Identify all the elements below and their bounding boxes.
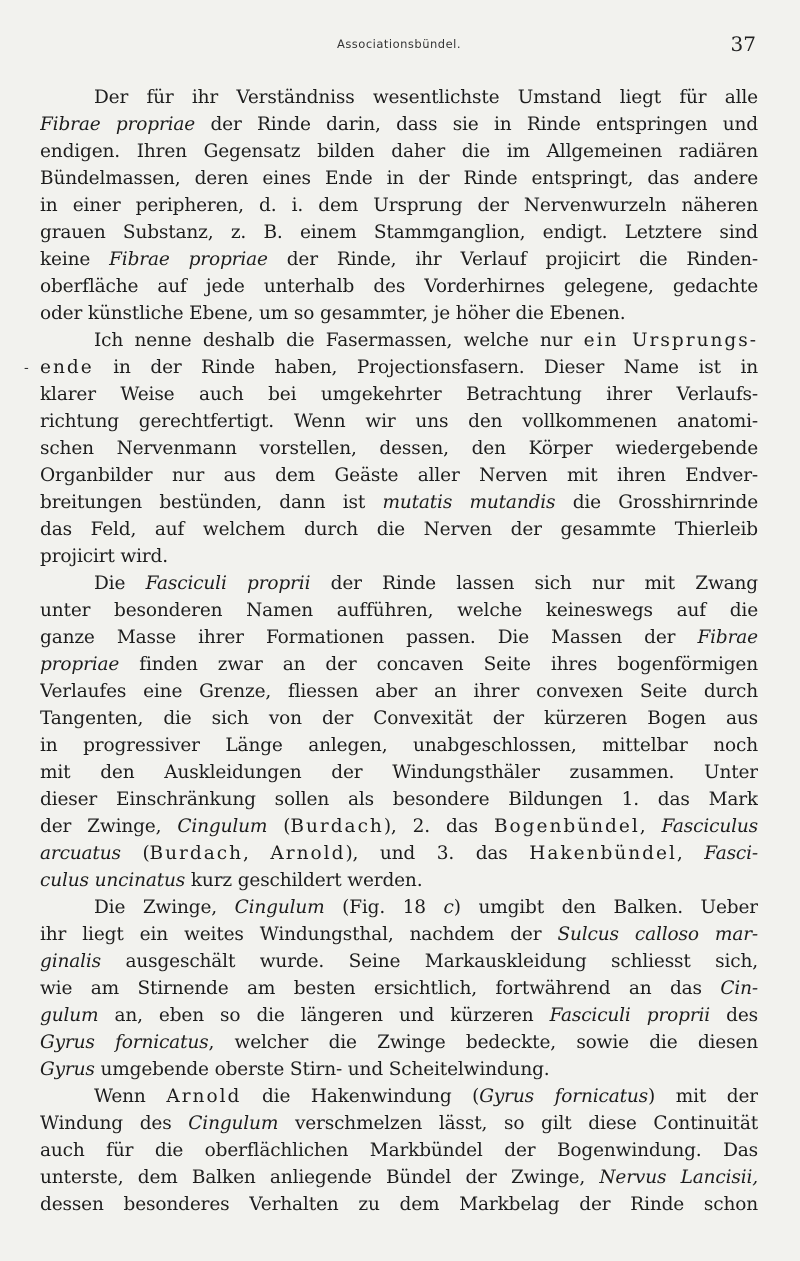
- italic-term: gulum: [40, 1005, 99, 1026]
- text-line: [40, 354, 758, 381]
- text-run: ,: [243, 843, 271, 864]
- text-run: keine: [40, 249, 110, 270]
- text-line: [40, 1110, 758, 1137]
- text-line: [40, 1137, 758, 1164]
- spaced-name: ein Ursprungs-: [583, 330, 758, 351]
- text-line: [40, 300, 758, 327]
- italic-term: Fibrae: [697, 627, 758, 648]
- text-run: in einer peripheren, d. i. dem Ursprung der Nervenwurzeln näheren: [40, 195, 758, 216]
- text-line: [40, 894, 758, 921]
- italic-term: mutatis mutandis: [382, 492, 556, 513]
- text-line: [40, 273, 758, 300]
- text-run: finden zwar an der concaven Seite ihres bogenförmigen: [119, 654, 758, 675]
- running-head: [40, 34, 758, 58]
- text-line: [40, 192, 758, 219]
- italic-term: Cin-: [720, 978, 758, 999]
- italic-term: Sulcus calloso mar-: [557, 924, 758, 945]
- text-run: mit den Auskleidungen der Windungsthäler zusammen. Unter: [40, 762, 758, 783]
- italic-term: Fasci-: [704, 843, 758, 864]
- text-line: [40, 516, 758, 543]
- text-run: dieser Einschränkung sollen als besondere Bildungen 1. das Mark: [40, 789, 758, 810]
- text-line: [40, 840, 758, 867]
- text-run: ganze Masse ihrer Formationen passen. Die Massen der: [40, 627, 698, 648]
- text-run: schen Nervenmann vorstellen, dessen, den Körper wiedergebende: [40, 438, 758, 459]
- spaced-name: Hakenbündel: [529, 843, 677, 864]
- text-run: die Grosshirnrinde: [555, 492, 758, 513]
- text-run: der Rinde lassen sich nur mit Zwang: [310, 573, 758, 594]
- text-run: das Feld, auf welchem durch die Nerven der gesammte Thierleib: [40, 519, 758, 540]
- italic-term: Cingulum: [188, 1113, 279, 1134]
- text-line: [40, 705, 758, 732]
- text-run: an, eben so die längeren und kürzeren: [98, 1005, 550, 1026]
- text-run: dessen besonderes Verhalten zu dem Markbelag der Rinde schon: [40, 1194, 758, 1215]
- text-run: oberfläche auf jede unterhalb des Vorderhirnes gelegene, gedachte: [40, 276, 758, 297]
- italic-term: Fibrae propriae: [40, 114, 196, 135]
- text-line: [40, 732, 758, 759]
- text-run: klarer Weise auch bei umgekehrter Betrachtung ihrer Verlaufs-: [40, 384, 758, 405]
- text-run: ) mit der: [648, 1086, 758, 1107]
- text-line: [40, 1083, 758, 1110]
- italic-term: ginalis: [40, 951, 101, 972]
- text-line: [40, 165, 758, 192]
- text-run: Bündelmassen, deren eines Ende in der Rinde entspringt, das andere: [40, 168, 758, 189]
- text-run: Windung des: [40, 1113, 189, 1134]
- text-line: [40, 570, 758, 597]
- text-run: der Zwinge,: [40, 816, 178, 837]
- text-line: [40, 246, 758, 273]
- text-run: ,: [639, 816, 662, 837]
- text-line: [40, 138, 758, 165]
- text-run: Wenn: [94, 1086, 167, 1107]
- text-run: Die Zwinge,: [94, 897, 235, 918]
- italic-term: propriae: [40, 654, 120, 675]
- text-run: der Rinde, ihr Verlauf projicirt die Rinden-: [267, 249, 758, 270]
- text-line: [40, 786, 758, 813]
- italic-term: Nervus Lancisii,: [599, 1167, 758, 1188]
- spaced-name: Burdach: [149, 843, 244, 864]
- text-run: (: [267, 816, 291, 837]
- running-title: Associationsbündel.: [336, 37, 462, 51]
- text-run: in progressiver Länge anlegen, unabgeschlossen, mittelbar noch: [40, 735, 758, 756]
- page-number: 37: [730, 32, 756, 56]
- italic-term: culus uncinatus: [40, 870, 186, 891]
- text-line: [40, 1191, 758, 1218]
- text-run: richtung gerechtfertigt. Wenn wir uns den vollkommenen anatomi-: [40, 411, 758, 432]
- spaced-name: Arnold: [166, 1086, 242, 1107]
- text-run: endigen. Ihren Gegensatz bilden daher die im Allgemeinen radiären: [40, 141, 758, 162]
- italic-term: Fasciculus: [661, 816, 758, 837]
- spaced-name: ende: [40, 357, 94, 378]
- text-line: [40, 813, 758, 840]
- text-run: ), und 3. das: [345, 843, 530, 864]
- text-line: [40, 111, 758, 138]
- text-line: [40, 1164, 758, 1191]
- text-line: [40, 408, 758, 435]
- text-run: ) umgibt den Balken. Ueber: [453, 897, 758, 918]
- text-line: [40, 651, 758, 678]
- text-line: [40, 759, 758, 786]
- text-run: die Hakenwindung (: [241, 1086, 480, 1107]
- text-line: [40, 678, 758, 705]
- italic-term: Fasciculi proprii: [549, 1005, 711, 1026]
- text-line: [40, 597, 758, 624]
- text-line: [40, 84, 758, 111]
- italic-term: Gyrus fornicatus: [479, 1086, 648, 1107]
- text-line: [40, 435, 758, 462]
- text-run: Ich nenne deshalb die Fasermassen, welche nur: [94, 330, 584, 351]
- text-run: verschmelzen lässt, so gilt diese Continuität: [278, 1113, 758, 1134]
- text-line: [40, 975, 758, 1002]
- text-line: [40, 462, 758, 489]
- text-run: Organbilder nur aus dem Geäste aller Nerven mit ihren Endver-: [40, 465, 758, 486]
- text-run: (: [120, 843, 150, 864]
- text-run: wie am Stirnende am besten ersichtlich, fortwährend an das: [40, 978, 721, 999]
- text-run: ihr liegt ein weites Windungsthal, nachdem der: [40, 924, 558, 945]
- text-run: ausgeschält wurde. Seine Markauskleidung schliesst sich,: [100, 951, 758, 972]
- text-line: [40, 327, 758, 354]
- text-line: [40, 489, 758, 516]
- text-run: auch für die oberflächlichen Markbündel der Bogenwindung. Das: [40, 1140, 758, 1161]
- text-run: Tangenten, die sich von der Convexität der kürzeren Bogen aus: [40, 708, 758, 729]
- text-run: (Fig. 18: [324, 897, 444, 918]
- text-run: unter besonderen Namen aufführen, welche keineswegs auf die: [40, 600, 758, 621]
- text-line: [40, 1002, 758, 1029]
- text-run: unterste, dem Balken anliegende Bündel der Zwinge,: [40, 1167, 600, 1188]
- text-run: oder künstliche Ebene, um so gesammter, je höher die Ebenen.: [40, 303, 626, 324]
- text-run: des: [710, 1005, 758, 1026]
- body-text: [40, 84, 758, 1218]
- spaced-name: Burdach: [290, 816, 384, 837]
- text-line: [40, 1056, 758, 1083]
- text-run: kurz geschildert werden.: [185, 870, 423, 891]
- text-line: [40, 867, 758, 894]
- text-run: Der für ihr Verständniss wesentlichste Umstand liegt für alle: [94, 87, 758, 108]
- italic-term: arcuatus: [40, 843, 121, 864]
- text-run: breitungen bestünden, dann ist: [40, 492, 383, 513]
- text-run: der Rinde darin, dass sie in Rinde entspringen und: [195, 114, 758, 135]
- margin-mark: -: [24, 360, 29, 376]
- italic-term: Cingulum: [177, 816, 268, 837]
- text-line: [40, 1029, 758, 1056]
- text-run: ), 2. das: [383, 816, 494, 837]
- text-run: Die: [94, 573, 146, 594]
- text-run: in der Rinde haben, Projectionsfasern. Dieser Name ist in: [93, 357, 758, 378]
- italic-term: Gyrus: [40, 1059, 95, 1080]
- italic-term: Fibrae propriae: [109, 249, 268, 270]
- italic-term: Cingulum: [234, 897, 325, 918]
- spaced-name: Arnold: [270, 843, 346, 864]
- text-line: [40, 219, 758, 246]
- text-line: [40, 543, 758, 570]
- italic-term: c: [443, 897, 454, 918]
- italic-term: Fasciculi proprii: [145, 573, 311, 594]
- text-line: [40, 624, 758, 651]
- spaced-name: Bogenbündel: [493, 816, 640, 837]
- text-run: projicirt wird.: [40, 546, 168, 567]
- text-run: umgebende oberste Stirn- und Scheitelwindung.: [94, 1059, 550, 1080]
- text-line: [40, 381, 758, 408]
- text-run: Verlaufes eine Grenze, fliessen aber an ihrer convexen Seite durch: [40, 681, 758, 702]
- text-line: [40, 921, 758, 948]
- text-run: , welcher die Zwinge bedeckte, sowie die diesen: [208, 1032, 758, 1053]
- text-line: [40, 948, 758, 975]
- text-run: ,: [676, 843, 705, 864]
- italic-term: Gyrus fornicatus: [40, 1032, 209, 1053]
- text-run: grauen Substanz, z. B. einem Stammganglion, endigt. Letztere sind: [40, 222, 758, 243]
